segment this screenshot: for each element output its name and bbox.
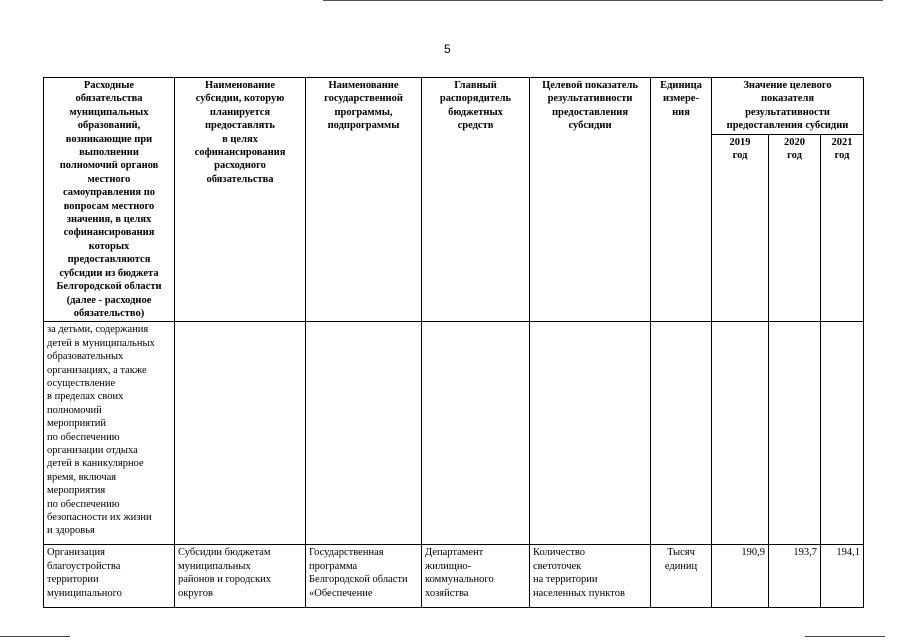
header-year-2020: 2020 год bbox=[769, 134, 821, 322]
scan-edge-left bbox=[0, 636, 70, 637]
row1-manager bbox=[422, 322, 530, 545]
row1-indicator bbox=[530, 322, 651, 545]
page-number: 5 bbox=[444, 42, 451, 56]
header-year-2019: 2019 год bbox=[712, 134, 769, 322]
header-expense-obligations: Расходные обязательства муниципальных образований, возникающие при выполнении полномочий органов местного самоуправления по вопросам местного значения, в целях софинансирования которых предоставляются субсидии из бюджета Белгородской области (далее - расходное обязательство) bbox=[44, 78, 175, 322]
header-target-indicator: Целевой показатель результативности предоставления субсидии bbox=[530, 78, 651, 322]
row2-value-2021: 194,1 bbox=[821, 545, 864, 608]
header-subsidy-name: Наименование субсидии, которую планируется предоставлять в целях софинансирования расходного обязательства bbox=[175, 78, 306, 322]
row2-value-2019: 190,9 bbox=[712, 545, 769, 608]
row2-unit: Тысяч единиц bbox=[651, 545, 712, 608]
table-row bbox=[44, 322, 864, 545]
row2-indicator: Количество светоточек на территории населенных пунктов bbox=[530, 545, 651, 608]
row2-value-2020: 193,7 bbox=[769, 545, 821, 608]
header-program-name: Наименование государственной программы, подпрограммы bbox=[306, 78, 422, 322]
row2-obligation: Организация благоустройства территории муниципального bbox=[44, 545, 175, 608]
top-border-line bbox=[323, 0, 883, 1]
row1-subsidy bbox=[175, 322, 306, 545]
row1-value-2019 bbox=[712, 322, 769, 545]
row1-obligation: за детьми, содержания детей в муниципальных образовательных организациях, а также осуществление в пределах своих полномочий мероприятий по обеспечению организации отдыха детей в каникулярное время, включая мероприятия по обеспечению безопасности их жизни и здоровья bbox=[44, 322, 175, 545]
row1-program bbox=[306, 322, 422, 545]
scan-edge-right bbox=[805, 636, 885, 637]
table-row bbox=[44, 545, 864, 608]
row2-subsidy: Субсидии бюджетам муниципальных районов и городских округов bbox=[175, 545, 306, 608]
row1-value-2020 bbox=[769, 322, 821, 545]
header-year-2021: 2021 год bbox=[821, 134, 864, 322]
row1-unit bbox=[651, 322, 712, 545]
header-unit: Единица измере- ния bbox=[651, 78, 712, 322]
header-indicator-value: Значение целевого показателя результативности предоставления субсидии bbox=[712, 78, 864, 135]
subsidy-table bbox=[43, 77, 864, 608]
row2-manager: Департамент жилищно- коммунального хозяйства bbox=[422, 545, 530, 608]
row1-value-2021 bbox=[821, 322, 864, 545]
row2-program: Государственная программа Белгородской области «Обеспечение bbox=[306, 545, 422, 608]
header-budget-manager: Главный распорядитель бюджетных средств bbox=[422, 78, 530, 322]
